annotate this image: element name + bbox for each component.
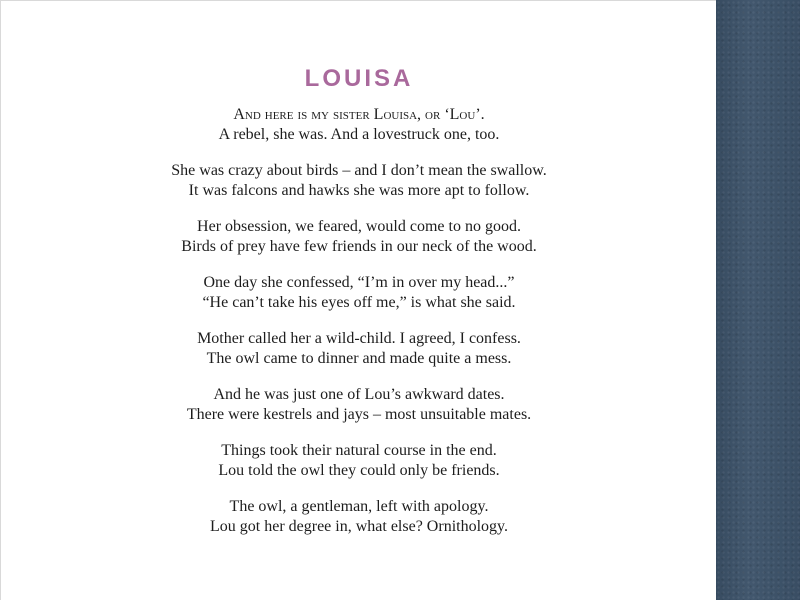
- stanza-5: [1, 329, 717, 385]
- book-cover-edge: [716, 0, 800, 600]
- stanza-line: “He can’t take his eyes off me,” is what she said.: [202, 294, 516, 311]
- stanza-line: The owl, a gentleman, left with apology.: [229, 498, 489, 515]
- stanza-line: Lou got her degree in, what else? Ornithology.: [210, 518, 508, 535]
- poem-title: LOUISA: [304, 65, 414, 92]
- stanza-line: Birds of prey have few friends in our neck of the wood.: [181, 238, 537, 255]
- poem-body: [1, 105, 717, 553]
- stanza-1: [1, 105, 717, 161]
- stanza-line: Her obsession, we feared, would come to no good.: [197, 218, 521, 235]
- stanza-line: She was crazy about birds – and I don’t mean the swallow.: [171, 162, 547, 179]
- stanza-line: And here is my sister Louisa, or ‘Lou’.: [233, 106, 485, 123]
- stanza-line: It was falcons and hawks she was more apt to follow.: [188, 182, 530, 199]
- stanza-line: Things took their natural course in the end.: [221, 442, 497, 459]
- stanza-2: [1, 161, 717, 217]
- stanza-line: One day she confessed, “I’m in over my head...”: [203, 274, 515, 291]
- stanza-7: [1, 441, 717, 497]
- stanza-line: The owl came to dinner and made quite a mess.: [206, 350, 512, 367]
- stanza-line: Lou told the owl they could only be friends.: [218, 462, 500, 479]
- stanza-3: [1, 217, 717, 273]
- stanza-line: A rebel, she was. And a lovestruck one, too.: [218, 126, 500, 143]
- stanza-line: And he was just one of Lou’s awkward dates.: [213, 386, 505, 403]
- stanza-8: [1, 497, 717, 553]
- stanza-line: Mother called her a wild-child. I agreed, I confess.: [197, 330, 521, 347]
- stanza-4: [1, 273, 717, 329]
- stanza-line: There were kestrels and jays – most unsuitable mates.: [186, 406, 532, 423]
- stanza-6: [1, 385, 717, 441]
